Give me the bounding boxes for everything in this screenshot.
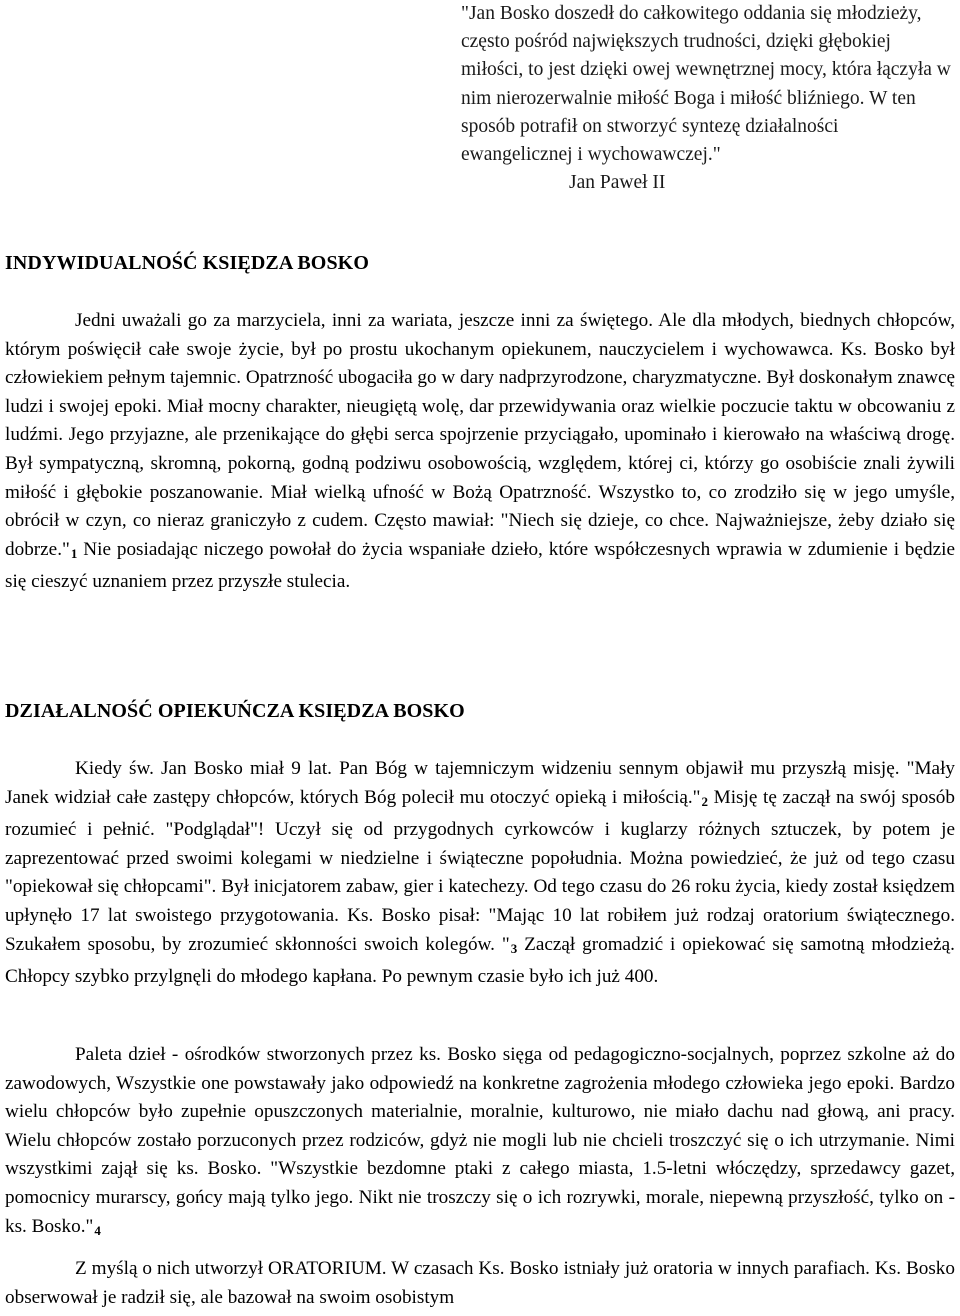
epigraph-text: "Jan Bosko doszedł do całkowitego oddania się młodzieży, często pośród największych trudności, dzięki głębokiej miłości, to jest dzięki owej wewnętrznej mocy, która łączyła w nim nierozerwalnie miłość Boga i miłość bliźniego. W ten sposób potrafił on stworzyć syntezę działalności ewangelicznej i wychowawczej." xyxy=(461,3,951,166)
paragraph-text: Zaczął gromadzić i opiekować się samotną młodzieżą. Chłopcy szybko przylgnęli do młodego kapłana. Po pewnym czasie było ich już 400. xyxy=(5,933,955,988)
paragraph-text: Nie posiadając niczego powołał do życia wspaniałe dzieło, które współczesnych wprawia w zdumienie i będzie się cieszyć uznaniem przez przyszłe stulecia. xyxy=(5,538,955,593)
paragraph-oratorium: Z myślą o nich utworzył ORATORIUM. W czasach Ks. Bosko istniały już oratoria w innych parafiach. Ks. Bosko obserwował je radził się, ale bazował na swoim osobistym xyxy=(5,1258,955,1308)
paragraph-text: Paleta dzieł - ośrodków stworzonych przez ks. Bosko sięga od pedagogiczno-socjalnych, poprzez szkolne aż do zawodowych, Wszystkie one powstawały jako odpowiedź na konkretne zagrożenia młodego człowieka jego epoki. Bardzo wielu chłopców było zupełnie opuszczonych materialnie, moralnie, kulturowo, nie miało dachu nad głową, ani pracy. Wielu chłopców zostało porzuconych przez rodziców, gdyż nie mogli lub nie chcieli troszczyć się o ich utrzymanie. Nimi wszystkimi zajął się ks. Bosko. "Wszystkie bezdomne ptaki z całego miasta, 1.5-letni włóczędzy, sprzedawcy gazet, pomocnicy murarscy, gońcy mają tylko jego. Nikt nie troszczy się o ich rozrywki, morale, niepewną przyszłość, tylko on - ks. Bosko." xyxy=(5,1044,955,1237)
footnote-ref-3[interactable]: 3 xyxy=(510,940,518,956)
paragraph-text: Misję tę zaczął na swój sposób rozumieć i pełnić. "Podglądał"! Uczył się od przygodnych cyrkowców i kuglarzy różnych sztuczek, by potem je zaprezentować przed swoimi kolegami w niedzielne i świąteczne popołudnia. Można powiedzieć, że już od tego czasu "opiekował się chłopcami". Był inicjatorem zabaw, gier i katechezy. Od tego czasu do 26 roku życia, kiedy został księdzem upłynęło 17 lat swoistego przygotowania. Ks. Bosko pisał: "Mając 10 lat robiłem już rodzaj oratorium świątecznego. Szukałem sposobu, by zrozumieć skłonności swoich kolegów. " xyxy=(5,786,955,955)
footnote-ref-4[interactable]: 4 xyxy=(94,1222,101,1238)
paragraph-text: Kiedy św. Jan Bosko miał 9 lat. Pan Bóg w tajemniczym widzeniu sennym objawił mu przyszłą misję. "Mały Janek widział całe zastępy chłopców, których Bóg polecił mu otoczyć opieką i miłością." xyxy=(5,758,955,808)
paragraph-works-palette xyxy=(5,1041,955,1245)
epigraph-quote xyxy=(461,0,951,197)
section-heading-individuality: INDYWIDUALNOŚĆ KSIĘDZA BOSKO xyxy=(5,252,369,274)
paragraph-text: Jedni uważali go za marzyciela, inni za wariata, jeszcze inni za świętego. Ale dla młodych, biednych chłopców, którym poświęcił całe swoje życie, był po prostu ukochanym opiekunem, nauczycielem i wychowawca. Ks. Bosko był człowiekiem pełnym tajemnic. Opatrzność ubogaciła go w dary nadprzyrodzone, charyzmatyczne. Był doskonałym znawcę ludzi i swojej epoki. Miał mocny charakter, nieugiętą wolę, dar przewidywania oraz wielkie poczucie taktu w obcowaniu z ludźmi. Jego przyjazne, ale przenikające do głębi serca spojrzenie przyciągało, upominało i kierowało na właściwą drogę. Był sympatyczną, skromną, pokorną, godną podziwu osobowością, względem, której ci, którzy go osobiście znali żywili miłość i głębokie poszanowanie. Miał wielką ufność w Bożą Opatrzność. Wszystko to, co zrodziło się w jego umyśle, obrócił w czyn, co nieraz graniczyło z cudem. Często mawiał: "Niech się dzieje, co chce. Najważniejsze, żeby działo się dobrze." xyxy=(5,310,955,560)
epigraph-author: Jan Paweł II xyxy=(569,172,666,194)
footnote-ref-1[interactable]: 1 xyxy=(70,545,78,561)
section-heading-care-activity: DZIAŁALNOŚĆ OPIEKUŃCZA KSIĘDZA BOSKO xyxy=(5,700,465,722)
footnote-ref-2[interactable]: 2 xyxy=(701,793,709,809)
paragraph-individuality xyxy=(5,307,955,597)
paragraph-dream-mission xyxy=(5,755,955,992)
